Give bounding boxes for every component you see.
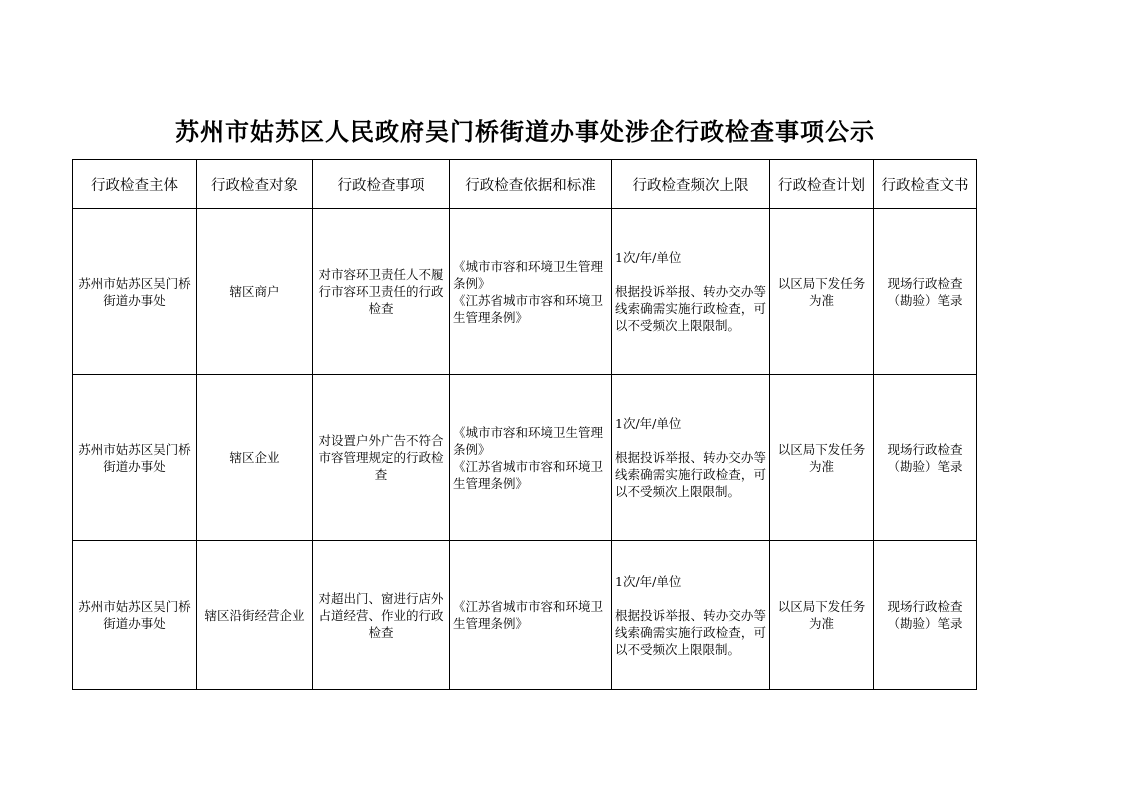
cell-frequency: [612, 541, 770, 690]
table-row: [73, 375, 977, 541]
cell-item: 对超出门、窗进行店外占道经营、作业的行政检查: [313, 541, 450, 690]
cell-subject: 苏州市姑苏区吴门桥街道办事处: [73, 209, 197, 375]
cell-item: 对市容环卫责任人不履行市容环卫责任的行政检查: [313, 209, 450, 375]
inspection-table: [72, 159, 977, 690]
cell-target: 辖区商户: [197, 209, 313, 375]
cell-subject: 苏州市姑苏区吴门桥街道办事处: [73, 375, 197, 541]
basis-regulation: 《城市市容和环境卫生管理条例》: [453, 258, 604, 291]
frequency-limit: 1次/年/单位: [615, 416, 682, 431]
cell-plan: 以区局下发任务为准: [770, 541, 874, 690]
cell-document: 现场行政检查（勘验）笔录: [874, 541, 977, 690]
frequency-note: 根据投诉举报、转办交办等线索确需实施行政检查，可以不受频次上限限制。: [615, 450, 766, 499]
cell-basis: [450, 541, 612, 690]
table-row: [73, 209, 977, 375]
cell-plan: 以区局下发任务为准: [770, 209, 874, 375]
document-title: 苏州市姑苏区人民政府吴门桥街道办事处涉企行政检查事项公示: [175, 117, 875, 146]
frequency-note: 根据投诉举报、转办交办等线索确需实施行政检查，可以不受频次上限限制。: [615, 607, 766, 657]
cell-frequency: [612, 375, 770, 541]
cell-target: 辖区企业: [197, 375, 313, 541]
frequency-limit: 1次/年/单位: [615, 250, 682, 265]
table-header-row: [73, 160, 977, 209]
column-header-frequency: 行政检查频次上限: [612, 160, 770, 209]
basis-regulation: 《城市市容和环境卫生管理条例》: [453, 424, 604, 457]
cell-plan: 以区局下发任务为准: [770, 375, 874, 541]
cell-basis: [450, 375, 612, 541]
column-header-plan: 行政检查计划: [770, 160, 874, 209]
table-row: [73, 541, 977, 690]
cell-target: 辖区沿街经营企业: [197, 541, 313, 690]
column-header-subject: 行政检查主体: [73, 160, 197, 209]
cell-frequency: [612, 209, 770, 375]
cell-document: 现场行政检查（勘验）笔录: [874, 209, 977, 375]
column-header-item: 行政检查事项: [313, 160, 450, 209]
column-header-basis: 行政检查依据和标准: [450, 160, 612, 209]
cell-item: 对设置户外广告不符合市容管理规定的行政检查: [313, 375, 450, 541]
column-header-target: 行政检查对象: [197, 160, 313, 209]
cell-subject: 苏州市姑苏区吴门桥街道办事处: [73, 541, 197, 690]
column-header-document: 行政检查文书: [874, 160, 977, 209]
frequency-limit: 1次/年/单位: [615, 573, 682, 589]
cell-document: 现场行政检查（勘验）笔录: [874, 375, 977, 541]
basis-regulation: 《江苏省城市市容和环境卫生管理条例》: [453, 599, 604, 631]
basis-regulation: 《江苏省城市市容和环境卫生管理条例》: [453, 292, 604, 325]
basis-regulation: 《江苏省城市市容和环境卫生管理条例》: [453, 458, 604, 491]
cell-basis: [450, 209, 612, 375]
frequency-note: 根据投诉举报、转办交办等线索确需实施行政检查，可以不受频次上限限制。: [615, 284, 766, 333]
